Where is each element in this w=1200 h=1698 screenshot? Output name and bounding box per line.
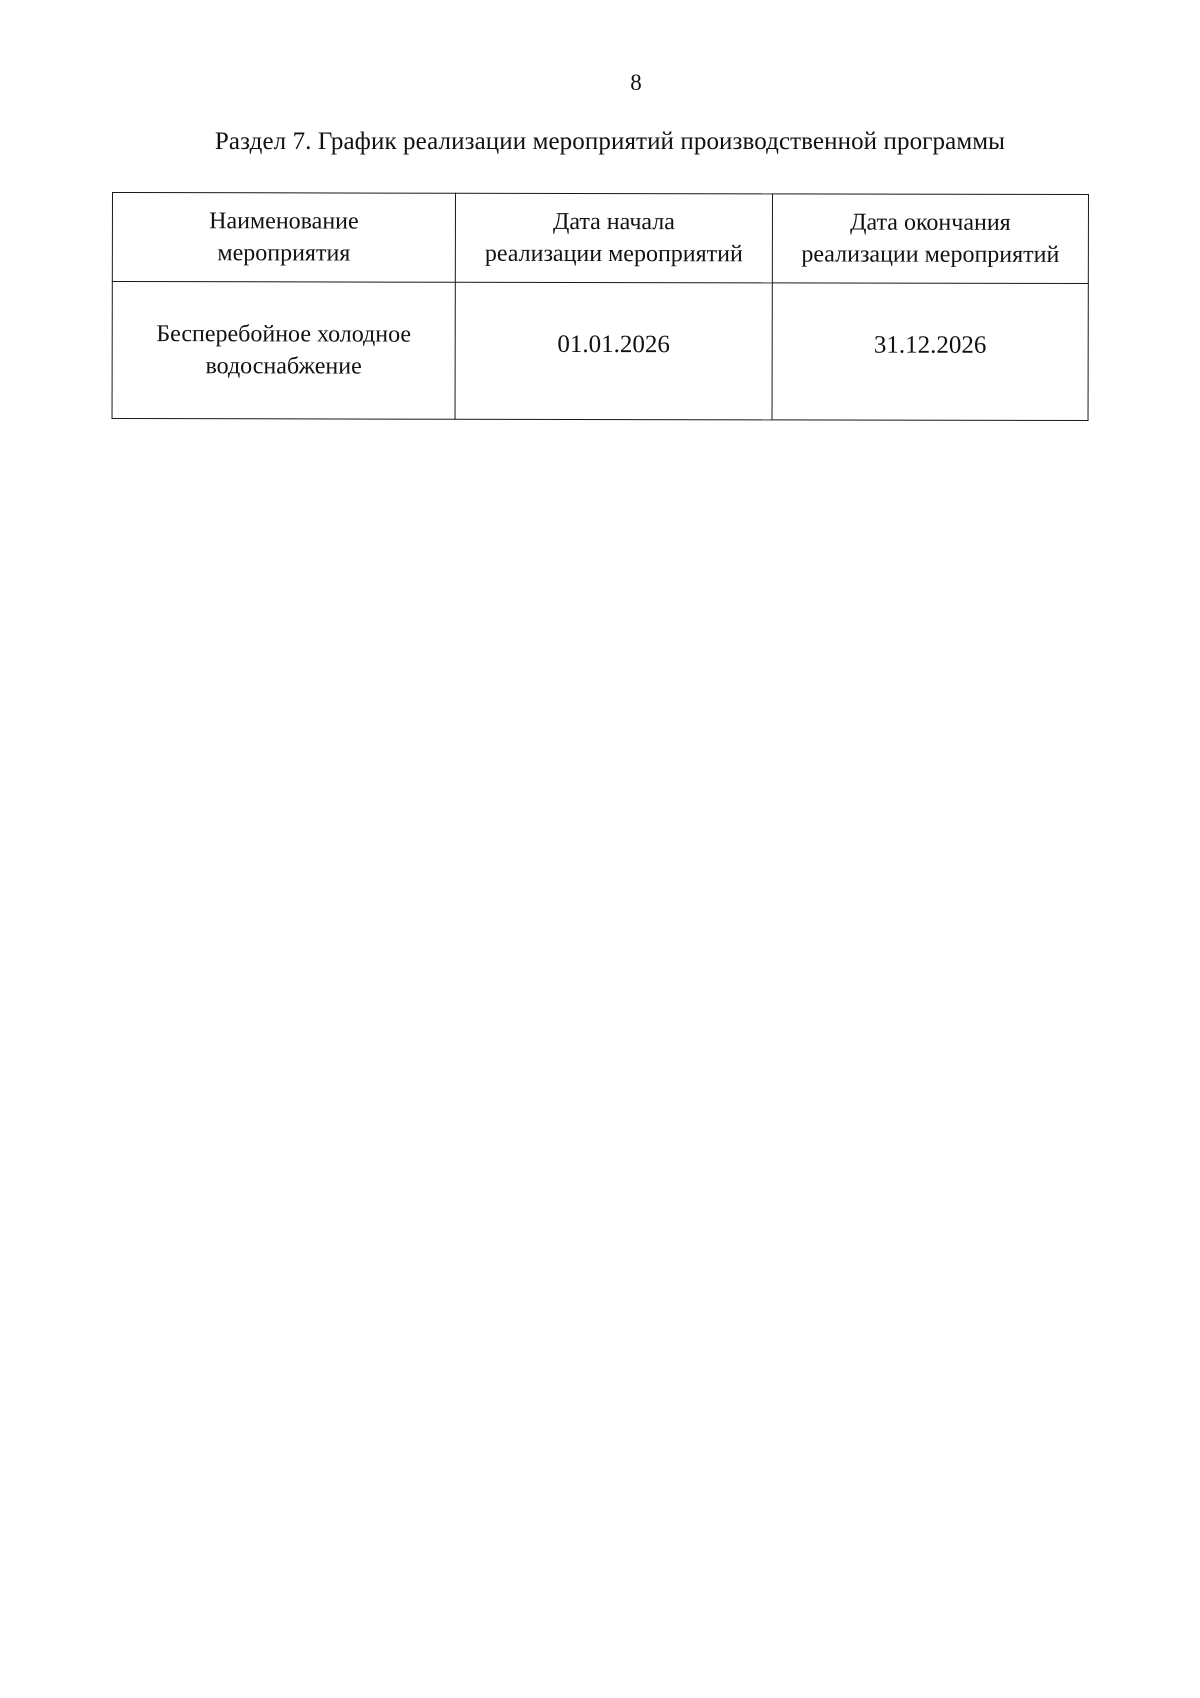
header-line: Дата окончания [850,209,1011,236]
header-activity-name [112,193,455,283]
header-line: Наименование [209,208,359,235]
start-date-value: 01.01.2026 [557,330,670,359]
header-line: реализации мероприятий [801,241,1060,268]
header-line: Дата начала [552,208,675,236]
start-date-cell [455,282,772,420]
activity-name-line: Бесперебойное холодное [156,321,412,348]
end-date-value: 31.12.2026 [873,331,987,359]
header-start-date [455,193,772,283]
header-line: мероприятия [217,240,351,267]
header-end-date [772,194,1088,284]
activity-name-line: водоснабжение [205,353,362,380]
table-row [112,282,1088,421]
header-line: реализации мероприятий [484,240,743,268]
end-date-cell [772,283,1088,421]
schedule-table [112,192,1089,421]
activity-name-cell [112,282,455,420]
table-header-row [112,193,1088,284]
section-title: Раздел 7. График реализации мероприятий производственной программы [214,128,1006,155]
page-number: 8 [630,70,642,95]
